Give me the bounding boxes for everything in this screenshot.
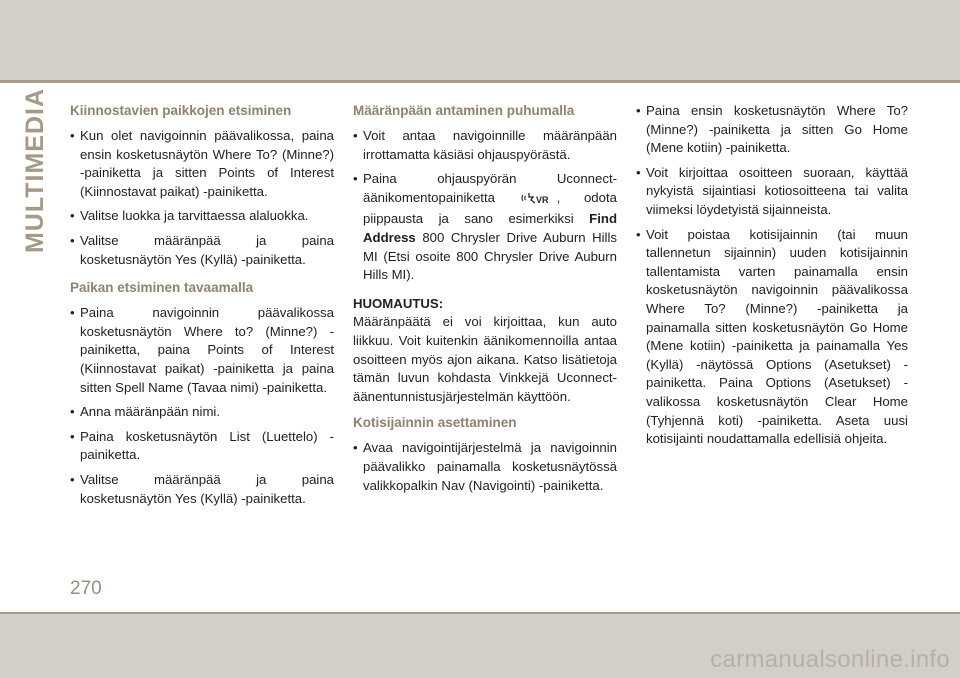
note-block — [353, 295, 617, 407]
list-item: • Paina kosketusnäytön List (Luettelo) -painiketta. — [70, 428, 334, 465]
heading-home-location: Kotisijainnin asettaminen — [353, 415, 517, 431]
list-item: • Valitse määränpää ja paina kosketusnäytön Yes (Kyllä) -painiketta. — [70, 232, 334, 269]
list-item: • Voit poistaa kotisijainnin (tai muun tallennetun sijainnin) uuden kotisijainnin tallentamista varten painamalla ensin kosketusnäytön navigoinnin päävalikossa Where To? (Minne?) -painiketta ja painamalla sitten kosketusnäytön Go Home (Mene kotiin) -painiketta ja painamalla Yes (Kyllä) -näytössä Options (Asetukset) -painiketta. Paina Options (Asetukset) -valikossa kosketusnäytön Clear Home (Tyhjennä koti) -painiketta. Aseta uusi kotisijainti noudattamalla edellisiä ohjeita. — [636, 226, 908, 449]
column-middle — [353, 102, 617, 505]
voice-instruction-start: Paina ohjauspyörän Uconnect-äänikomentopainiketta — [363, 171, 617, 205]
voice-instruction-end: 800 Chrysler Drive Auburn Hills MI (Etsi osoite 800 Chrysler Drive Auburn Hills MI). — [363, 229, 617, 283]
list-item: • Voit kirjoittaa osoitteen suoraan, käyttää nykyistä sijaintiasi kotiosoitteena tai valita viimeksi löydetyistä sijainneista. — [636, 164, 908, 220]
page-number: 270 — [70, 578, 102, 599]
column-left — [70, 102, 334, 518]
list-item: • Voit antaa navigoinnille määränpään irrottamatta käsiäsi ohjauspyörästä. — [353, 127, 617, 164]
list-item: • Valitse määränpää ja paina kosketusnäytön Yes (Kyllä) -painiketta. — [70, 471, 334, 508]
list-item: • Paina navigoinnin päävalikossa kosketusnäytön Where to? (Minne?) -painiketta, paina Points of Interest (Kiinnostavat paikat) -painiketta ja paina sitten Spell Name (Tavaa nimi) -painiketta. — [70, 304, 334, 397]
list-item: • Paina ensin kosketusnäytön Where To? (Minne?) -painiketta ja sitten Go Home (Mene kotiin) -painiketta. — [636, 102, 908, 158]
list-item: • Valitse luokka ja tarvittaessa alaluokka. — [70, 207, 334, 226]
section-home-location — [353, 414, 617, 495]
watermark-text: carmanualsonline.info — [710, 646, 950, 673]
list-item: • Kun olet navigoinnin päävalikossa, paina ensin kosketusnäytön Where To? (Minne?) -painiketta ja sitten Points of Interest (Kiinnostavat paikat) -painiketta. — [70, 127, 334, 201]
heading-spell-search: Paikan etsiminen tavaamalla — [70, 280, 254, 296]
section-poi-search — [70, 102, 334, 269]
column-right — [636, 102, 908, 455]
section-spell-search — [70, 279, 334, 508]
voice-recognition-icon — [521, 191, 555, 211]
heading-voice-destination: Määränpään antaminen puhumalla — [353, 103, 575, 118]
voice-icon-label: VR — [535, 194, 549, 205]
heading-poi-search: Kiinnostavien paikkojen etsiminen — [70, 103, 292, 118]
list-item: • Avaa navigointijärjestelmä ja navigoinnin päävalikko painamalla kosketusnäytössä valikkopalkin Nav (Navigointi) -painiketta. — [353, 439, 617, 495]
top-band — [0, 0, 960, 80]
note-title: HUOMAUTUS: — [353, 295, 444, 311]
section-side-tab-label: MULTIMEDIA — [21, 87, 50, 253]
list-item-voice-command — [353, 170, 617, 285]
voice-command-example: Find Address — [363, 211, 618, 245]
list-item: • Anna määränpään nimi. — [70, 403, 334, 422]
voice-instruction-mid: , odota piippausta ja sano esimerkiksi — [363, 189, 617, 227]
section-voice-destination — [353, 102, 617, 285]
note-text: Määränpäätä ei voi kirjoittaa, kun auto liikkuu. Voit kuitenkin äänikomennoilla antaa osoitteen myös ajon aikana. Katso lisätietoja tämän luvun kohdasta Vinkkejä Uconnect-äänentunnistusjärjestelmän käyttöön. — [353, 314, 617, 404]
top-rule — [0, 80, 960, 83]
bottom-rule — [0, 612, 960, 614]
section-side-tab — [21, 87, 50, 253]
